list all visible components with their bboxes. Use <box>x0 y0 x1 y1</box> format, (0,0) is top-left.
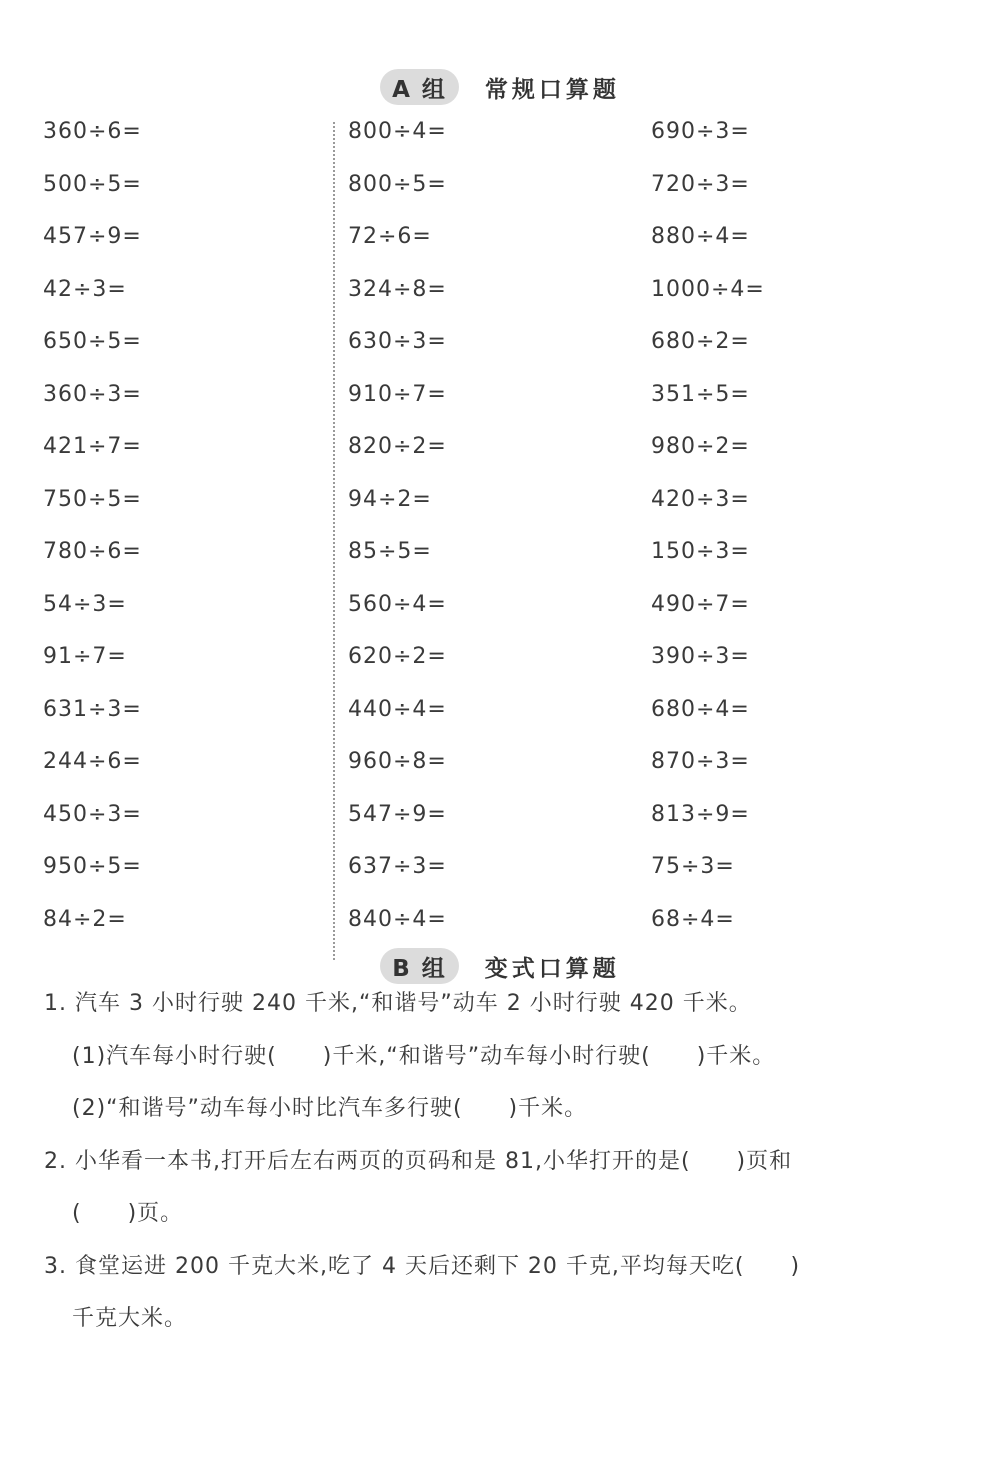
problem: 631÷3= <box>43 696 142 722</box>
question-2-continued: ( )页。 <box>72 1201 184 1226</box>
problem: 490÷7= <box>651 591 750 617</box>
problem: 620÷2= <box>348 644 447 669</box>
problem: 820÷2= <box>348 434 447 459</box>
problem: 72÷6= <box>348 224 432 249</box>
problem: 440÷4= <box>348 696 447 722</box>
problem: 360÷6= <box>43 119 142 144</box>
problem: 244÷6= <box>43 749 142 774</box>
problem: 780÷6= <box>43 539 142 564</box>
problem: 500÷5= <box>43 171 142 197</box>
problem: 84÷2= <box>43 906 127 932</box>
problem: 547÷9= <box>348 801 447 827</box>
problem: 800÷4= <box>348 119 447 144</box>
section-a-title: 常规口算题 <box>484 76 620 103</box>
problem: 680÷4= <box>651 696 750 722</box>
section-a-header <box>0 67 1000 107</box>
problem: 324÷8= <box>348 276 447 302</box>
problem: 690÷3= <box>651 119 750 144</box>
question-1-part-2: (2)“和谐号”动车每小时比汽车多行驶( )千米。 <box>72 1096 588 1121</box>
problem: 94÷2= <box>348 486 432 512</box>
problem: 720÷3= <box>651 171 750 197</box>
problem-column-1 <box>43 106 142 946</box>
problem: 150÷3= <box>651 539 750 564</box>
problem: 360÷3= <box>43 381 142 407</box>
problem: 630÷3= <box>348 329 447 354</box>
problem-column-3 <box>651 106 765 946</box>
problem: 750÷5= <box>43 486 142 512</box>
problem: 980÷2= <box>651 434 750 459</box>
problem: 650÷5= <box>43 329 142 354</box>
problem: 421÷7= <box>43 434 142 459</box>
problem: 351÷5= <box>651 381 750 407</box>
problem: 880÷4= <box>651 224 750 249</box>
problem: 68÷4= <box>651 906 735 932</box>
problem: 960÷8= <box>348 749 447 774</box>
question-1: 1. 汽车 3 小时行驶 240 千米,“和谐号”动车 2 小时行驶 420 千米。 <box>44 991 752 1016</box>
problem: 800÷5= <box>348 171 447 197</box>
question-3-continued: 千克大米。 <box>72 1306 188 1331</box>
problem: 42÷3= <box>43 276 127 302</box>
section-a-badge: A 组 <box>380 69 459 105</box>
problem: 560÷4= <box>348 591 447 617</box>
question-2: 2. 小华看一本书,打开后左右两页的页码和是 81,小华打开的是( )页和 <box>44 1148 793 1174</box>
section-b-badge: B 组 <box>380 948 459 984</box>
problem: 457÷9= <box>43 224 142 249</box>
problem: 390÷3= <box>651 644 750 669</box>
problem: 75÷3= <box>651 854 735 879</box>
problem: 950÷5= <box>43 854 142 879</box>
column-divider <box>333 122 335 960</box>
problem: 637÷3= <box>348 854 447 879</box>
word-problems <box>44 978 944 1346</box>
problem: 450÷3= <box>43 801 142 827</box>
problem: 420÷3= <box>651 486 750 512</box>
problem: 85÷5= <box>348 539 432 564</box>
problem-column-2 <box>348 106 447 946</box>
problem: 1000÷4= <box>651 276 765 302</box>
problem: 813÷9= <box>651 801 750 827</box>
problem: 910÷7= <box>348 381 447 407</box>
question-1-part-1: (1)汽车每小时行驶( )千米,“和谐号”动车每小时行驶( )千米。 <box>72 1043 776 1069</box>
problem: 54÷3= <box>43 591 127 617</box>
problem: 870÷3= <box>651 749 750 774</box>
problem: 840÷4= <box>348 906 447 932</box>
section-b-title: 变式口算题 <box>484 955 620 982</box>
problem: 91÷7= <box>43 644 127 669</box>
problem: 680÷2= <box>651 329 750 354</box>
question-3: 3. 食堂运进 200 千克大米,吃了 4 天后还剩下 20 千克,平均每天吃( ) <box>44 1253 801 1279</box>
